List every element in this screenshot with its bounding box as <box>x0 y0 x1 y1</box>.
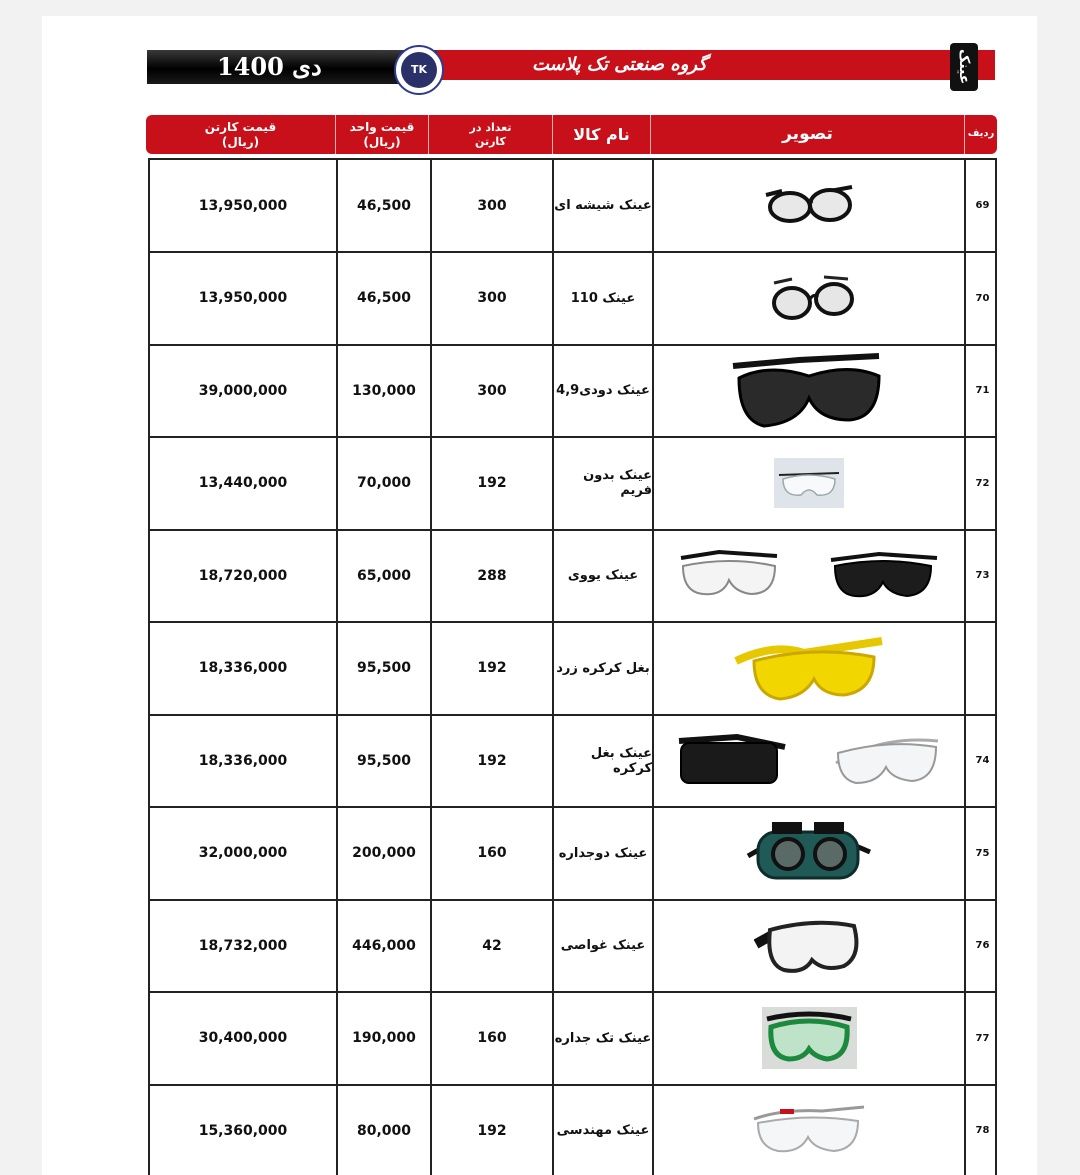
carton-price: 39,000,000 <box>198 382 288 399</box>
carton-price: 18,336,000 <box>198 752 288 769</box>
row-number: 70 <box>975 292 990 304</box>
table-row <box>150 530 995 623</box>
product-image <box>654 900 964 991</box>
product-image <box>654 808 964 899</box>
col-carton-price <box>146 115 335 154</box>
dark-frame-glasses-icon <box>762 181 857 231</box>
table-row <box>150 1085 995 1175</box>
unit-price: 446,000 <box>352 937 416 954</box>
carton-price: 18,720,000 <box>198 567 288 584</box>
product-image <box>654 993 964 1084</box>
product-image <box>654 253 964 344</box>
col-unit-price-line2: (ریال) <box>363 134 401 149</box>
column-divider <box>964 253 966 344</box>
section-tab: عینک <box>950 43 978 91</box>
smoked-welding-glasses-icon <box>729 348 889 433</box>
table-row <box>150 160 995 253</box>
row-number: 74 <box>975 755 990 766</box>
column-divider <box>964 900 966 991</box>
col-image: تصویر <box>782 123 833 144</box>
column-divider <box>964 623 966 714</box>
table-row <box>150 253 995 346</box>
row-number: 72 <box>975 477 990 489</box>
product-name: عینک بدون فریم <box>583 468 652 498</box>
table-header <box>146 115 997 154</box>
table-row <box>150 345 995 438</box>
product-image <box>654 623 964 714</box>
carton-quantity: 160 <box>477 845 507 861</box>
clear-uv-glasses-icon <box>679 548 779 603</box>
carton-quantity: 160 <box>477 1030 507 1046</box>
product-name: عینک غواصی <box>560 938 646 953</box>
carton-quantity: 300 <box>477 290 507 306</box>
row-number: 75 <box>975 847 990 859</box>
row-number <box>968 623 997 714</box>
carton-quantity: 192 <box>477 1122 507 1139</box>
unit-price: 80,000 <box>356 1122 412 1139</box>
col-carton-price-line2: (ریال) <box>221 134 260 149</box>
carton-price: 13,440,000 <box>198 475 288 491</box>
row-number: 76 <box>975 940 990 951</box>
carton-price: 18,336,000 <box>198 660 288 676</box>
col-name: نام کالا <box>573 124 630 144</box>
unit-price: 95,500 <box>356 660 412 676</box>
table-row <box>150 900 995 993</box>
logo-mark: TK <box>401 52 437 88</box>
product-image <box>654 1085 964 1175</box>
table-row <box>150 623 995 716</box>
green-goggles-icon <box>762 1007 857 1069</box>
product-name: عینک تک جداره <box>554 1030 652 1046</box>
carton-quantity: 192 <box>477 660 507 676</box>
dark-uv-glasses-icon <box>829 548 939 603</box>
unit-price: 70,000 <box>356 475 412 491</box>
round-frame-glasses-icon <box>762 271 857 326</box>
col-unit-price-line1: قیمت واحد <box>349 119 415 134</box>
col-carton-price-line1: قیمت کارتن <box>204 119 277 134</box>
row-number: 78 <box>975 1125 990 1136</box>
col-unit-price <box>336 115 428 154</box>
price-list-date: دی 1400 <box>217 52 322 81</box>
unit-price: 190,000 <box>352 1030 416 1046</box>
table-row <box>150 993 995 1086</box>
product-name: عینک دوجداره <box>558 845 648 861</box>
carton-price: 18,732,000 <box>198 937 288 954</box>
product-name: عینک شیشه ای <box>554 198 652 213</box>
product-name: عینک یووی <box>567 568 639 583</box>
carton-price: 13,950,000 <box>198 197 288 214</box>
company-logo <box>394 45 444 95</box>
column-divider <box>964 345 966 436</box>
dark-overglasses-icon <box>677 733 787 788</box>
double-goggles-icon <box>744 816 874 891</box>
col-qty-line2: کارتن <box>475 134 506 148</box>
unit-price: 65,000 <box>356 567 412 584</box>
unit-price: 46,500 <box>356 290 412 306</box>
column-divider <box>964 530 966 621</box>
frameless-glasses-icon <box>774 458 844 508</box>
unit-price: 46,500 <box>356 197 412 214</box>
header-banner <box>147 50 995 84</box>
carton-price: 32,000,000 <box>198 845 288 861</box>
row-number: 77 <box>975 1032 990 1044</box>
product-image <box>654 438 964 529</box>
column-divider <box>964 715 966 806</box>
carton-price: 13,950,000 <box>198 290 288 306</box>
carton-price: 30,400,000 <box>198 1030 288 1046</box>
company-name: گروه صنعتی تک پلاست <box>532 54 707 75</box>
product-name: عینک دودی4,9 <box>556 383 650 398</box>
unit-price: 200,000 <box>352 845 416 861</box>
product-name: عینک مهندسی <box>556 1123 650 1138</box>
clear-overglasses-icon <box>832 733 942 788</box>
carton-quantity: 300 <box>477 197 507 214</box>
yellow-overglasses-icon <box>734 633 884 703</box>
product-image <box>654 715 964 806</box>
carton-quantity: 192 <box>477 475 507 491</box>
carton-quantity: 192 <box>477 752 507 769</box>
column-divider <box>964 438 966 529</box>
row-number: 71 <box>975 385 990 396</box>
row-number: 73 <box>975 570 990 581</box>
engineering-glasses-icon <box>752 1103 867 1158</box>
carton-quantity: 300 <box>477 382 507 399</box>
product-image <box>654 345 964 436</box>
product-image <box>654 160 964 251</box>
unit-price: 130,000 <box>352 382 416 399</box>
diving-goggles-icon <box>754 916 864 976</box>
col-qty-line1: تعداد در <box>469 120 512 134</box>
table-row <box>150 808 995 901</box>
product-name: عینک بغل کرکره <box>590 745 652 776</box>
unit-price: 95,500 <box>356 752 412 769</box>
column-divider <box>964 808 966 899</box>
column-divider <box>964 160 966 251</box>
product-image <box>654 530 964 621</box>
price-table <box>148 158 997 1175</box>
row-number: 69 <box>975 200 990 211</box>
table-row <box>150 715 995 808</box>
carton-quantity: 42 <box>482 937 502 954</box>
carton-quantity: 288 <box>477 567 507 584</box>
table-row <box>150 438 995 531</box>
col-row-no: ردیف <box>967 128 995 140</box>
product-name: بغل کرکره زرد <box>556 660 650 676</box>
carton-price: 15,360,000 <box>198 1122 288 1139</box>
col-qty <box>429 115 552 154</box>
column-divider <box>964 993 966 1084</box>
column-divider <box>964 1085 966 1175</box>
product-name: عینک 110 <box>570 290 636 306</box>
